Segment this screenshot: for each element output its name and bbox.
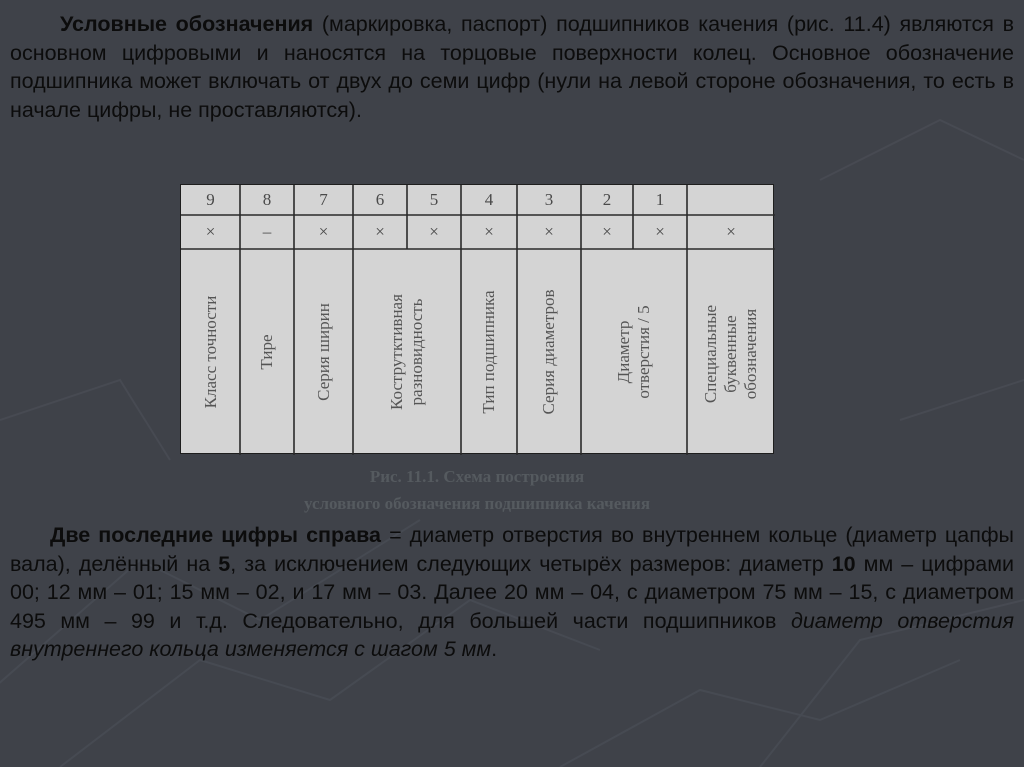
label-dash: Тире [257,334,276,370]
intro-paragraph [10,10,1014,124]
bore-bold-10: 10 [831,551,856,576]
bore-italic-tail: диаметр отверстия внутреннего кольца изменяется с шагом 5 мм [10,608,1014,662]
mark-6: × [375,222,385,241]
figure-caption-line1: Рис. 11.1. Схема построения [369,467,585,486]
mark-8: – [262,222,272,241]
position-5: 5 [429,190,439,209]
position-8: 8 [262,190,272,209]
bore-bold-lead: Две последние цифры справа [50,523,381,547]
position-2: 2 [602,190,612,209]
intro-text: (маркировка, паспорт) подшипников качения (рис. 11.4) являются в основном цифровыми и наносятся на торцовые поверхности колец. Основное обозначение подшипника может включать от двух до семи цифр (нули на левой стороне обозначения, то есть в начале цифры, не проставляются). [10,12,1014,122]
label-bearing-type: Тип подшипника [479,290,498,414]
mark-3: × [544,222,554,241]
label-design-variant: Кострутктивная разновидность [387,294,426,410]
mark-5: × [429,222,439,241]
position-6: 6 [375,190,385,209]
mark-1: × [655,222,665,241]
mark-9: × [205,222,216,241]
mark-suffix: × [726,222,736,241]
position-7: 7 [319,190,328,209]
bore-text-3: мм – цифрами 00; 12 мм – 01; 15 мм – 02, и 17 мм – 03. Далее 20 мм – 04, с диаметром 75 мм – 15, с диаметром 495 мм – 99 и т.д. Следовательно, для большей части подшипников [10,551,1015,633]
bore-text-1: = диаметр отверстия во внутреннем кольце (диаметр цапфы вала), делённый на [10,523,1014,576]
mark-4: × [484,222,494,241]
label-special-letters: Специальные буквенные обозначения [701,304,760,404]
position-4: 4 [484,190,494,209]
label-width-series: Серия ширин [313,303,333,401]
label-accuracy-class: Класс точности [200,295,220,409]
position-9: 9 [206,190,215,209]
position-blank [687,187,775,213]
bore-text-end: . [491,637,498,662]
position-1: 1 [655,190,665,209]
mark-7: × [318,222,329,241]
intro-bold-lead: Условные обозначения [60,12,314,36]
position-3: 3 [544,190,554,209]
figure-caption-line2: условного обозначения подшипника качения [303,494,651,513]
bore-text-2: , за исключением следующих четырёх размеров: диаметр [230,551,832,576]
label-diameter-series: Серия диаметров [539,289,558,415]
mark-2: × [602,222,612,241]
bore-diameter-paragraph [10,521,1014,664]
label-bore-diameter: Диаметр отверстия / 5 [614,305,653,399]
bearing-designation-scheme [180,184,774,454]
bore-bold-5: 5 [218,551,231,576]
